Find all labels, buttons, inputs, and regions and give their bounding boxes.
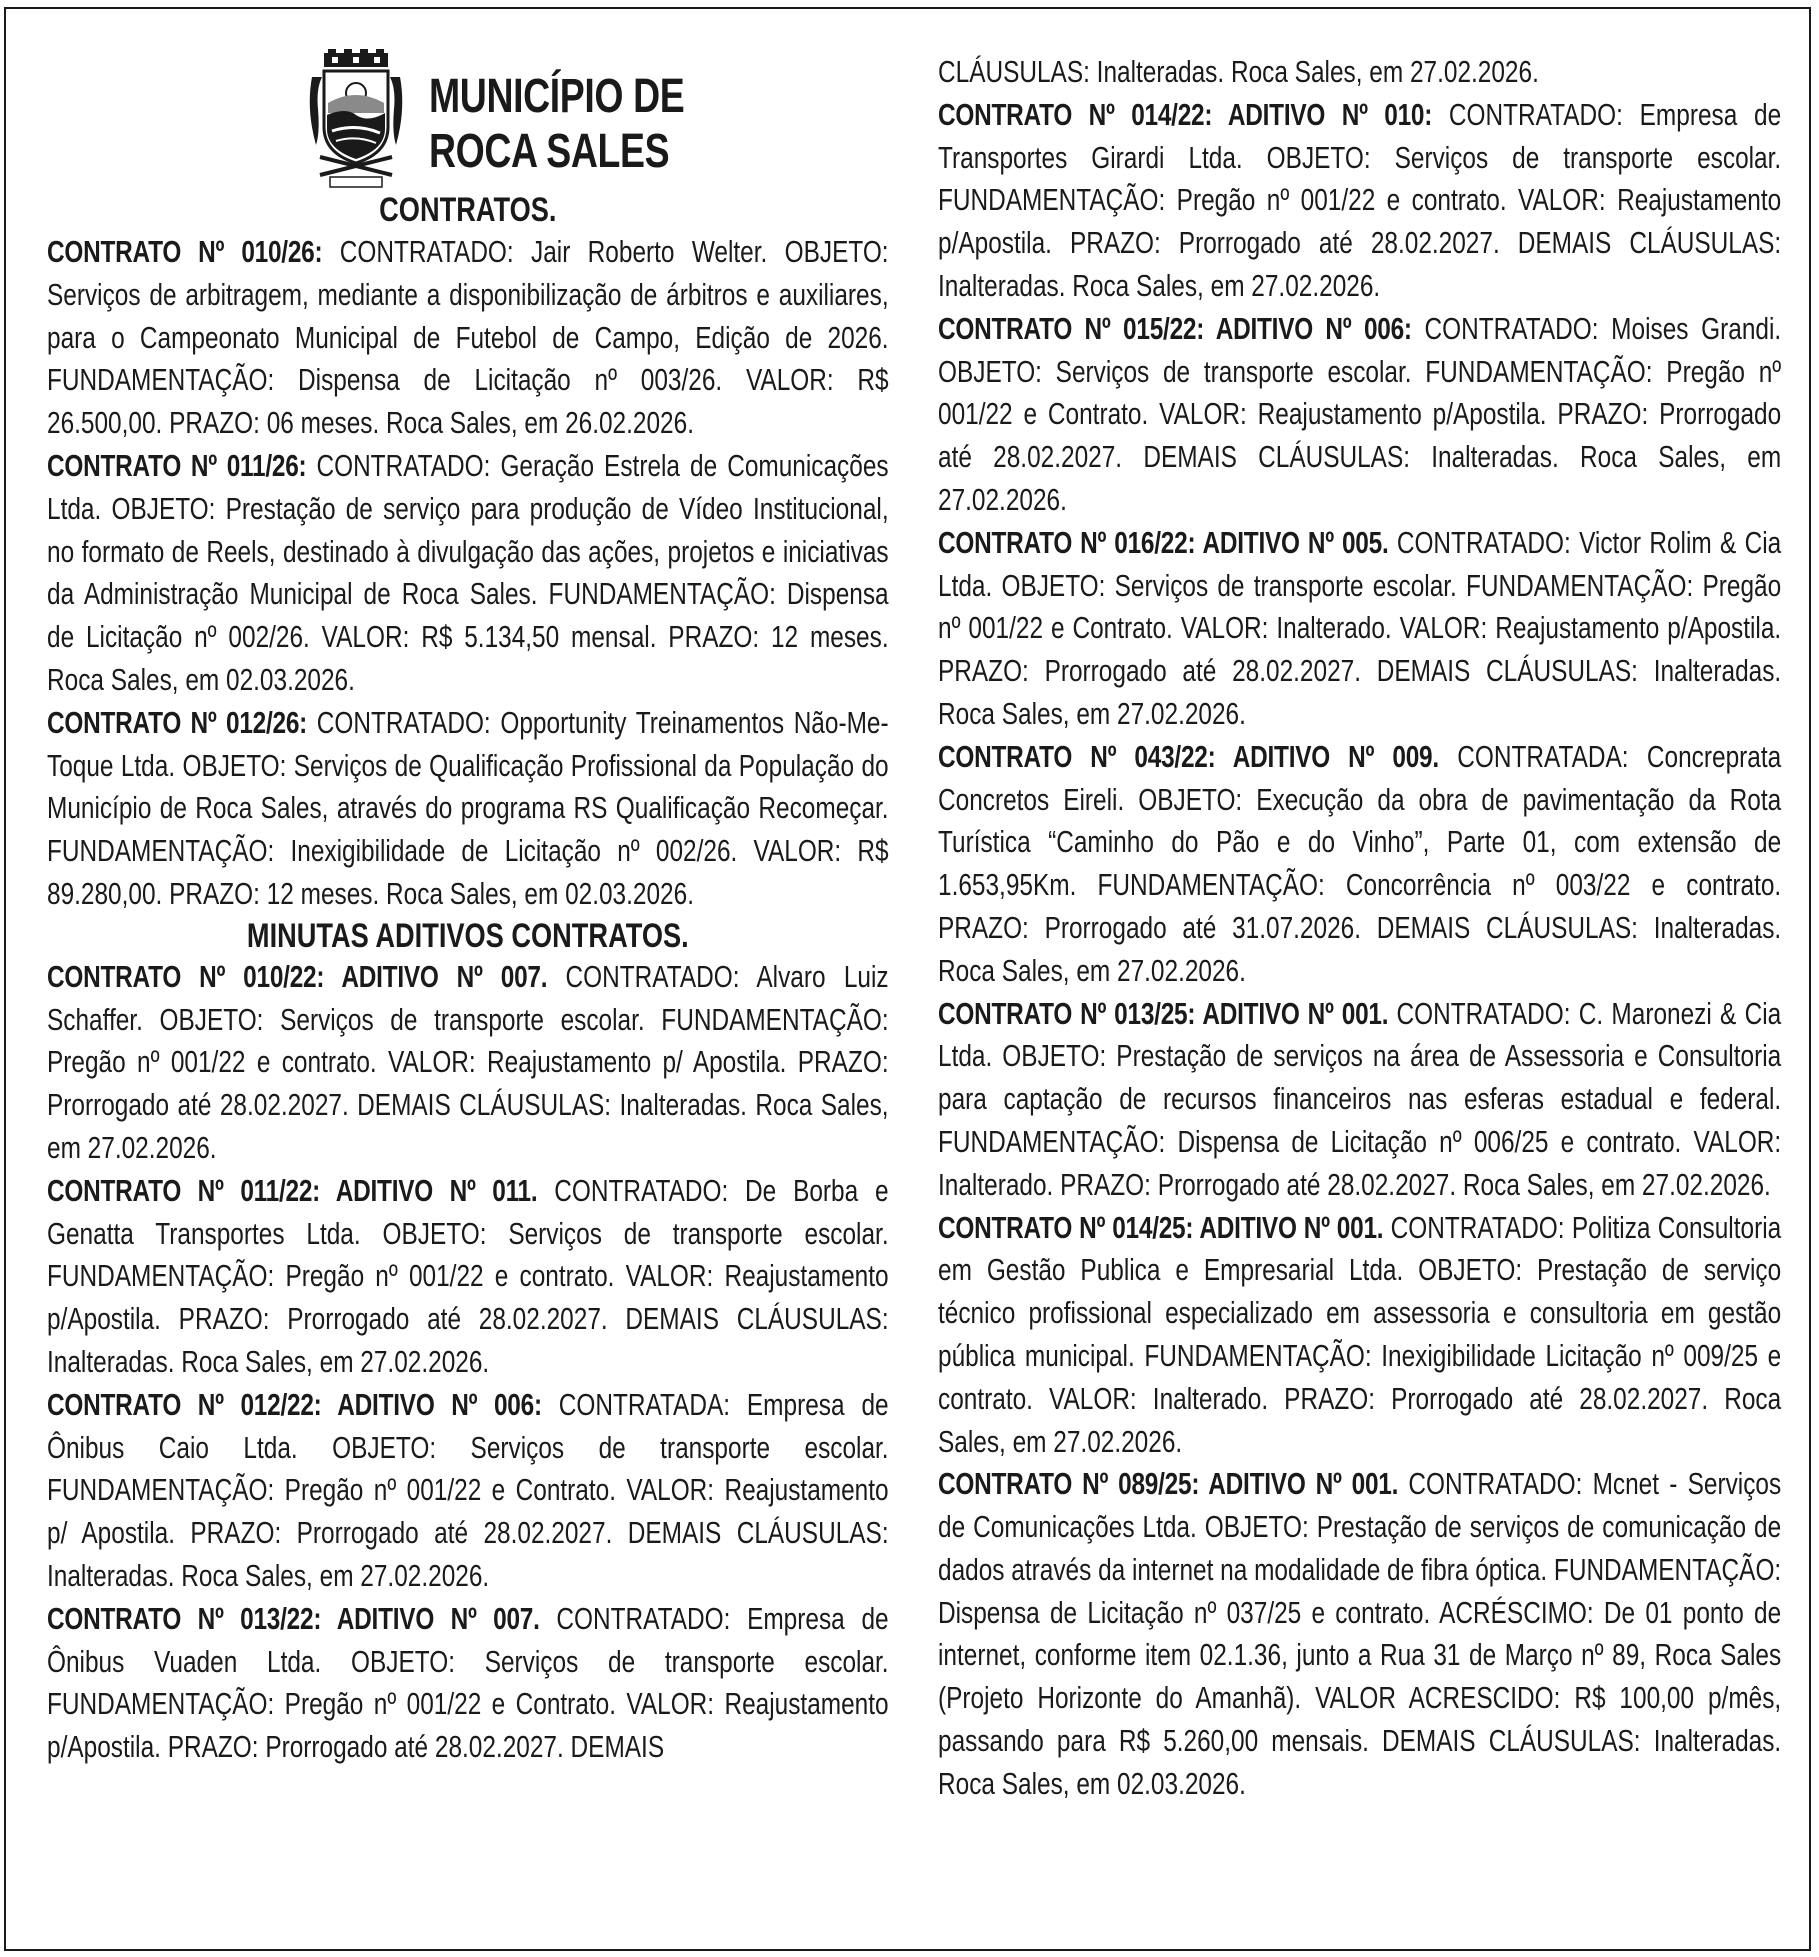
amendment-text: CONTRATADA: Concreprata Concretos Eireli. OBJETO: Execução da obra de pavimentação da Rota Turística “Caminho do Pão e do Vinho”, Parte 01, com extensão de 1.653,95Km. FUNDAMENTAÇÃO: Concorrência nº 003/22 e contrato. PRAZO: Prorrogado até 31.07.2026. DEMAIS CLÁUSULAS: Inalteradas. Roca Sales, em 27.02.2026.	[938, 739, 1782, 988]
contract-text: CONTRATADO: Opportunity Treinamentos Não-Me-Toque Ltda. OBJETO: Serviços de Qualificação Profissional da População do Município de Roca Sales, através do programa RS Qualificação Recomeçar. FUNDAMENTAÇÃO: Inexigibilidade de Licitação nº 002/26. VALOR: R$ 89.280,00. PRAZO: 12 meses. Roca Sales, em 02.03.2026.	[47, 705, 889, 911]
section-heading-minutas: MINUTAS ADITIVOS CONTRATOS.	[246, 916, 689, 955]
amendment-label: CONTRATO Nº 011/22: ADITIVO Nº 011.	[47, 1173, 538, 1208]
contract-entry	[47, 445, 889, 702]
amendment-entry	[47, 1170, 889, 1384]
amendment-entry	[938, 736, 1781, 993]
amendment-text: CONTRATADO: Mcnet - Serviços de Comunicações Ltda. OBJETO: Prestação de serviços de comunicação de dados através da internet na modalidade de fibra óptica. FUNDAMENTAÇÃO: Dispensa de Licitação nº 037/25 e contrato. ACRÉSCIMO: De 01 ponto de internet, conforme item 02.1.36, junto a Rua 31 de Março nº 89, Roca Sales (Projeto Horizonte do Amanhã). VALOR ACRESCIDO: R$ 100,00 p/mês, passando para R$ 5.260,00 mensais. DEMAIS CLÁUSULAS: Inalteradas. Roca Sales, em 02.03.2026.	[938, 1467, 1782, 1801]
amendment-label: CONTRATO Nº 014/22: ADITIVO Nº 010:	[938, 97, 1433, 132]
amendment-label: CONTRATO Nº 013/22: ADITIVO Nº 007.	[47, 1601, 540, 1636]
amendment-entry	[938, 94, 1781, 308]
municipal-crest-icon	[306, 49, 406, 189]
amendment-label: CONTRATO Nº 089/25: ADITIVO Nº 001.	[938, 1467, 1399, 1502]
amendment-entry	[47, 1598, 889, 1769]
contract-label: CONTRATO Nº 012/26:	[47, 705, 308, 740]
amendment-text: CONTRATADO: Empresa de Transportes Girardi Ltda. OBJETO: Serviços de transporte escolar. FUNDAMENTAÇÃO: Pregão nº 001/22 e contrato. VALOR: Reajustamento p/Apostila. PRAZO: Prorrogado até 28.02.2027. DEMAIS CLÁUSULAS: Inalteradas. Roca Sales, em 27.02.2026.	[938, 97, 1782, 303]
amendment-text: CONTRATADO: Empresa de Ônibus Vuaden Ltda. OBJETO: Serviços de transporte escolar. FUNDAMENTAÇÃO: Pregão nº 001/22 e Contrato. VALOR: Reajustamento p/Apostila. PRAZO: Prorrogado até 28.02.2027. DEMAIS	[47, 1601, 889, 1765]
amendment-label: CONTRATO Nº 015/22: ADITIVO Nº 006:	[938, 311, 1412, 346]
amendment-label: CONTRATO Nº 014/25: ADITIVO Nº 001.	[938, 1210, 1384, 1245]
municipality-title	[429, 69, 684, 179]
amendment-label: CONTRATO Nº 013/25: ADITIVO Nº 001.	[938, 996, 1389, 1031]
left-column	[47, 189, 889, 1769]
document-frame	[4, 7, 1811, 1951]
amendment-text: CONTRATADO: C. Maronezi & Cia Ltda. OBJETO: Prestação de serviços na área de Assessoria e Consultoria para captação de recursos financeiros nas esferas estadual e federal. FUNDAMENTAÇÃO: Dispensa de Licitação nº 006/25 e contrato. VALOR: Inalterado. PRAZO: Prorrogado até 28.02.2027. Roca Sales, em 27.02.2026.	[938, 996, 1782, 1202]
amendment-text: CONTRATADO: De Borba e Genatta Transportes Ltda. OBJETO: Serviços de transporte escolar. FUNDAMENTAÇÃO: Pregão nº 001/22 e contrato. VALOR: Reajustamento p/Apostila. PRAZO: Prorrogado até 28.02.2027. DEMAIS CLÁUSULAS: Inalteradas. Roca Sales, em 27.02.2026.	[47, 1173, 889, 1379]
amendment-entry	[938, 522, 1781, 736]
municipality-title-line2: ROCA SALES	[429, 125, 670, 178]
amendment-entry	[938, 1207, 1781, 1464]
amendment-entry	[47, 956, 889, 1170]
contract-entry	[47, 231, 889, 445]
section-heading-contratos: CONTRATOS.	[379, 191, 557, 229]
amendment-label: CONTRATO Nº 016/22: ADITIVO Nº 005.	[938, 525, 1389, 560]
amendment-entry	[938, 308, 1781, 522]
amendment-text: CONTRATADO: Victor Rolim & Cia Ltda. OBJETO: Serviços de transporte escolar. FUNDAMENTAÇÃO: Pregão nº 001/22 e Contrato. VALOR: Inalterado. VALOR: Reajustamento p/Apostila. PRAZO: Prorrogado até 28.02.2027. DEMAIS CLÁUSULAS: Inalteradas. Roca Sales, em 27.02.2026.	[938, 525, 1782, 731]
amendment-text: CONTRATADO: Politiza Consultoria em Gestão Publica e Empresarial Ltda. OBJETO: Prestação de serviço técnico profissional especializado em assessoria e consultoria em gestão pública municipal. FUNDAMENTAÇÃO: Inexigibilidade Licitação nº 009/25 e contrato. VALOR: Inalterado. PRAZO: Prorrogado até 28.02.2027. Roca Sales, em 27.02.2026.	[938, 1210, 1782, 1459]
contract-label: CONTRATO Nº 011/26:	[47, 448, 307, 483]
amendment-entry	[938, 1463, 1781, 1805]
contract-entry	[47, 702, 889, 916]
municipality-title-line1: MUNICÍPIO DE	[429, 70, 685, 123]
amendment-label: CONTRATO Nº 010/22: ADITIVO Nº 007.	[47, 959, 548, 994]
contract-text: CONTRATADO: Jair Roberto Welter. OBJETO: Serviços de arbitragem, mediante a disponibilização de árbitros e auxiliares, para o Campeonato Municipal de Futebol de Campo, Edição de 2026. FUNDAMENTAÇÃO: Dispensa de Licitação nº 003/26. VALOR: R$ 26.500,00. PRAZO: 06 meses. Roca Sales, em 26.02.2026.	[47, 235, 889, 441]
masthead	[306, 49, 746, 189]
contract-label: CONTRATO Nº 010/26:	[47, 235, 323, 269]
amendment-text: CONTRATADO: Alvaro Luiz Schaffer. OBJETO: Serviços de transporte escolar. FUNDAMENTAÇÃO: Pregão nº 001/22 e contrato. VALOR: Reajustamento p/ Apostila. PRAZO: Prorrogado até 28.02.2027. DEMAIS CLÁUSULAS: Inalteradas. Roca Sales, em 27.02.2026.	[47, 959, 889, 1165]
amendment-label: CONTRATO Nº 043/22: ADITIVO Nº 009.	[938, 739, 1439, 774]
amendment-entry	[47, 1384, 889, 1598]
right-column	[938, 51, 1781, 1806]
contract-text: CONTRATADO: Geração Estrela de Comunicações Ltda. OBJETO: Prestação de serviço para produção de Vídeo Institucional, no formato de Reels, destinado à divulgação das ações, projetos e iniciativas da Administração Municipal de Roca Sales. FUNDAMENTAÇÃO: Dispensa de Licitação nº 002/26. VALOR: R$ 5.134,50 mensal. PRAZO: 12 meses. Roca Sales, em 02.03.2026.	[47, 448, 889, 697]
amendment-label: CONTRATO Nº 012/22: ADITIVO Nº 006:	[47, 1387, 542, 1422]
amendment-continuation: CLÁUSULAS: Inalteradas. Roca Sales, em 27.02.2026.	[938, 55, 1539, 89]
amendment-text: CONTRATADA: Empresa de Ônibus Caio Ltda. OBJETO: Serviços de transporte escolar. FUNDAMENTAÇÃO: Pregão nº 001/22 e Contrato. VALOR: Reajustamento p/ Apostila. PRAZO: Prorrogado até 28.02.2027. DEMAIS CLÁUSULAS: Inalteradas. Roca Sales, em 27.02.2026.	[47, 1387, 889, 1593]
amendment-entry	[938, 993, 1781, 1207]
amendment-text: CONTRATADO: Moises Grandi. OBJETO: Serviços de transporte escolar. FUNDAMENTAÇÃO: Pregão nº 001/22 e Contrato. VALOR: Reajustamento p/Apostila. PRAZO: Prorrogado até 28.02.2027. DEMAIS CLÁUSULAS: Inalteradas. Roca Sales, em 27.02.2026.	[938, 311, 1782, 517]
